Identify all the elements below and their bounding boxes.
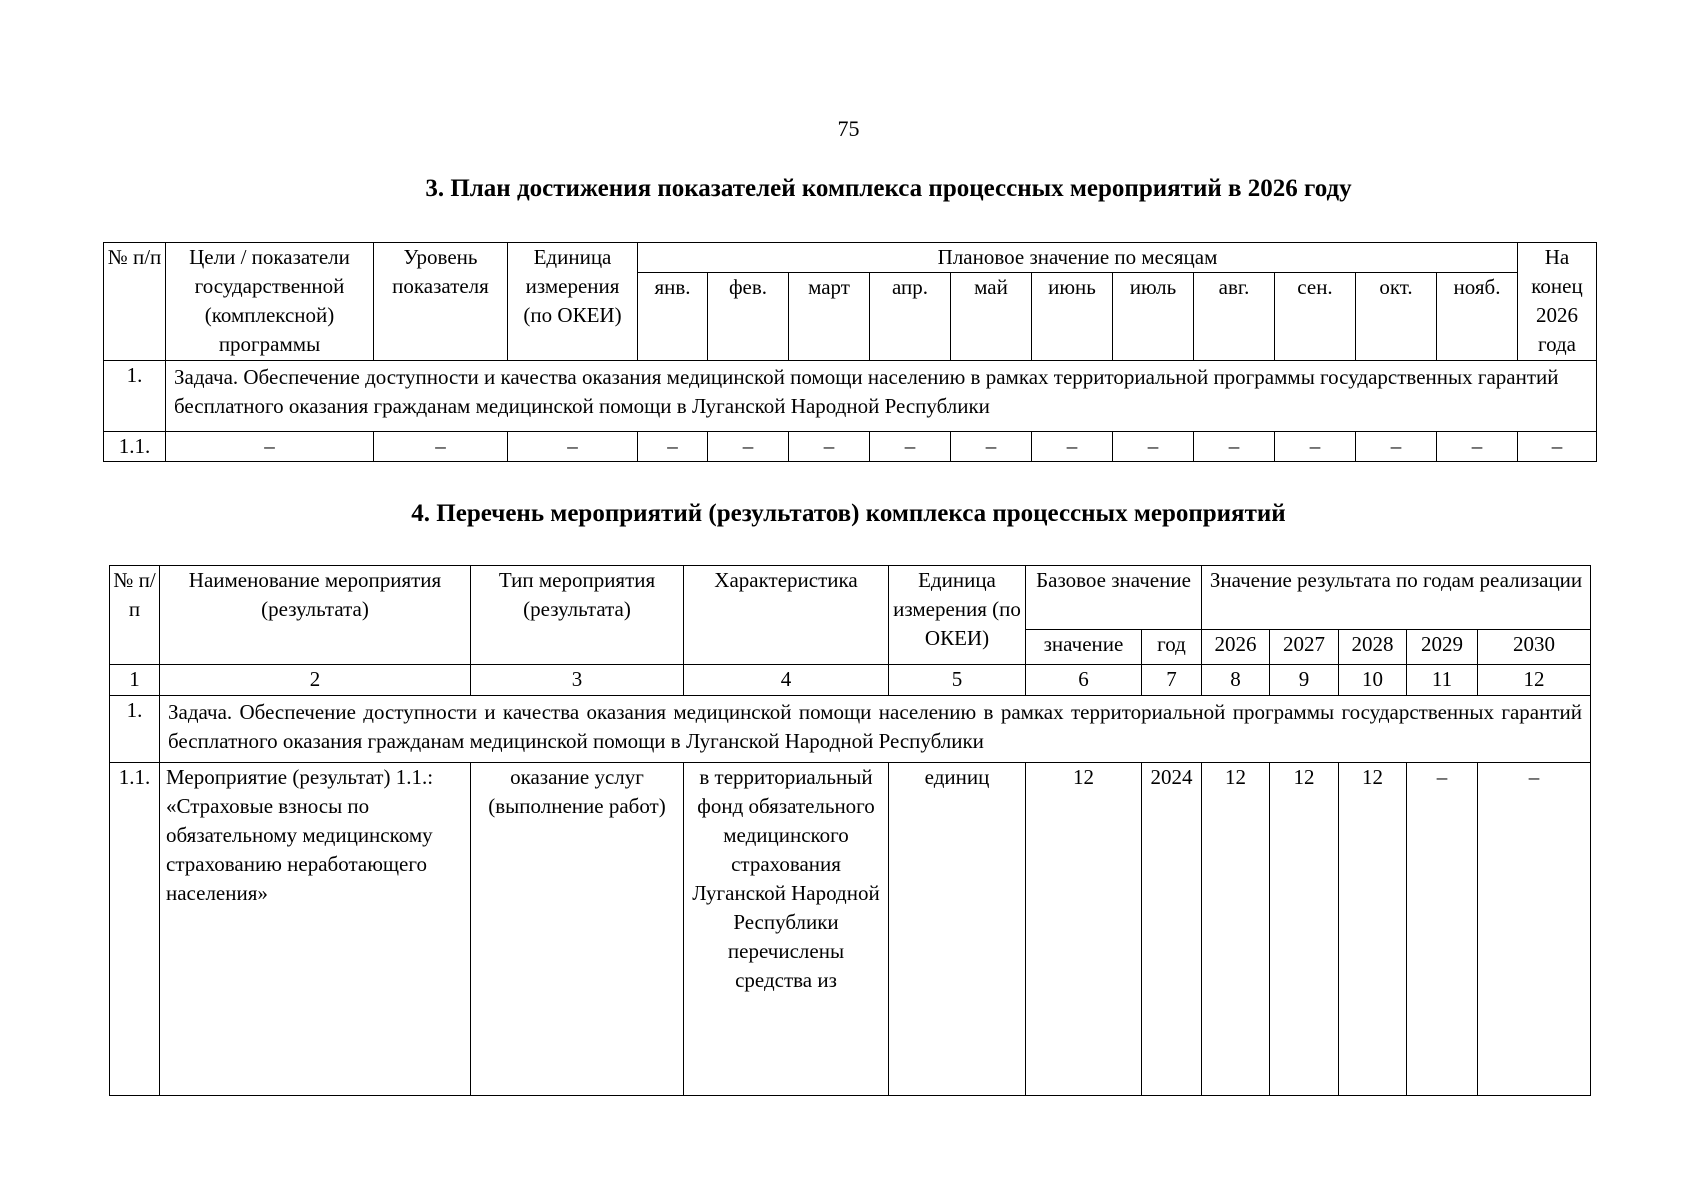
- header-unit: Единица измерения (по ОКЕИ): [508, 243, 638, 361]
- header-value-years: Значение результата по годам реализации: [1202, 566, 1591, 630]
- dash-cell: –: [1275, 432, 1356, 462]
- header-goals: Цели / показатели государственной (комплексной) программы: [166, 243, 374, 361]
- header-base: Базовое значение: [1026, 566, 1202, 630]
- measures-table: [109, 565, 1591, 1096]
- section-3-title: 3. План достижения показателей комплекса процессных мероприятий в 2026 году: [425, 175, 1352, 202]
- column-number: 11: [1407, 665, 1478, 696]
- header-month: сен.: [1275, 273, 1356, 361]
- header-year: 2029: [1407, 630, 1478, 665]
- header-month: фев.: [708, 273, 789, 361]
- column-number: 7: [1142, 665, 1202, 696]
- year-value: 12: [1339, 763, 1407, 1096]
- dash-cell: –: [1032, 432, 1113, 462]
- header-num: № п/п: [110, 566, 160, 665]
- task-text: Задача. Обеспечение доступности и качества оказания медицинской помощи населению в рамках территориальной программы государственных гарантий бесплатного оказания гражданам медицинской помощи в Луганской Народной Республики: [166, 361, 1597, 432]
- column-number: 6: [1026, 665, 1142, 696]
- header-month: авг.: [1194, 273, 1275, 361]
- header-level: Уровень показателя: [374, 243, 508, 361]
- page-number: 75: [837, 116, 860, 141]
- year-value: 12: [1202, 763, 1270, 1096]
- header-month: янв.: [638, 273, 708, 361]
- header-type: Тип мероприятия (результата): [471, 566, 684, 665]
- dash-cell: –: [1437, 432, 1518, 462]
- header-end: На конец 2026 года: [1518, 243, 1597, 361]
- indicator-plan-table: [103, 242, 1597, 462]
- dash-cell: –: [374, 432, 508, 462]
- header-base-value: значение: [1026, 630, 1142, 665]
- section-4-title: 4. Перечень мероприятий (результатов) комплекса процессных мероприятий: [411, 500, 1286, 527]
- header-year: 2026: [1202, 630, 1270, 665]
- header-month: апр.: [870, 273, 951, 361]
- measure-unit: единиц: [889, 763, 1026, 1096]
- header-month: июнь: [1032, 273, 1113, 361]
- column-number: 12: [1478, 665, 1591, 696]
- column-number: 9: [1270, 665, 1339, 696]
- dash-cell: –: [1518, 432, 1597, 462]
- dash-cell: –: [1113, 432, 1194, 462]
- dash-cell: –: [638, 432, 708, 462]
- dash-cell: –: [951, 432, 1032, 462]
- header-char: Характеристика: [684, 566, 889, 665]
- base-year: 2024: [1142, 763, 1202, 1096]
- column-number: 8: [1202, 665, 1270, 696]
- column-number: 3: [471, 665, 684, 696]
- measure-name: Мероприятие (результат) 1.1.: «Страховые взносы по обязательному медицинскому страхованию неработающего населения»: [160, 763, 471, 1096]
- measure-type: оказание услуг (выполнение работ): [471, 763, 684, 1096]
- dash-cell: –: [1356, 432, 1437, 462]
- header-month: март: [789, 273, 870, 361]
- header-month: июль: [1113, 273, 1194, 361]
- header-month: окт.: [1356, 273, 1437, 361]
- header-year: 2030: [1478, 630, 1591, 665]
- dash-cell: –: [508, 432, 638, 462]
- header-year: 2027: [1270, 630, 1339, 665]
- column-number: 4: [684, 665, 889, 696]
- header-month: нояб.: [1437, 273, 1518, 361]
- column-number: 2: [160, 665, 471, 696]
- column-number: 10: [1339, 665, 1407, 696]
- column-number: 1: [110, 665, 160, 696]
- task-num: 1.: [104, 361, 166, 432]
- header-planned: Плановое значение по месяцам: [638, 243, 1518, 273]
- header-num: № п/п: [104, 243, 166, 361]
- header-name: Наименование мероприятия (результата): [160, 566, 471, 665]
- year-value: –: [1407, 763, 1478, 1096]
- year-value: –: [1478, 763, 1591, 1096]
- dash-cell: –: [789, 432, 870, 462]
- header-base-year: год: [1142, 630, 1202, 665]
- task-text: Задача. Обеспечение доступности и качества оказания медицинской помощи населению в рамках территориальной программы государственных гарантий бесплатного оказания гражданам медицинской помощи в Луганской Народной Республики: [160, 696, 1591, 763]
- header-year: 2028: [1339, 630, 1407, 665]
- header-month: май: [951, 273, 1032, 361]
- measure-characteristic: в территориальный фонд обязательного медицинского страхования Луганской Народной Республики перечислены средства из: [684, 763, 889, 1096]
- header-unit: Единица измерения (по ОКЕИ): [889, 566, 1026, 665]
- year-value: 12: [1270, 763, 1339, 1096]
- dash-cell: –: [166, 432, 374, 462]
- row-num: 1.1.: [110, 763, 160, 1096]
- dash-cell: –: [708, 432, 789, 462]
- column-number: 5: [889, 665, 1026, 696]
- dash-cell: –: [1194, 432, 1275, 462]
- base-value: 12: [1026, 763, 1142, 1096]
- task-num: 1.: [110, 696, 160, 763]
- row-num: 1.1.: [104, 432, 166, 462]
- dash-cell: –: [870, 432, 951, 462]
